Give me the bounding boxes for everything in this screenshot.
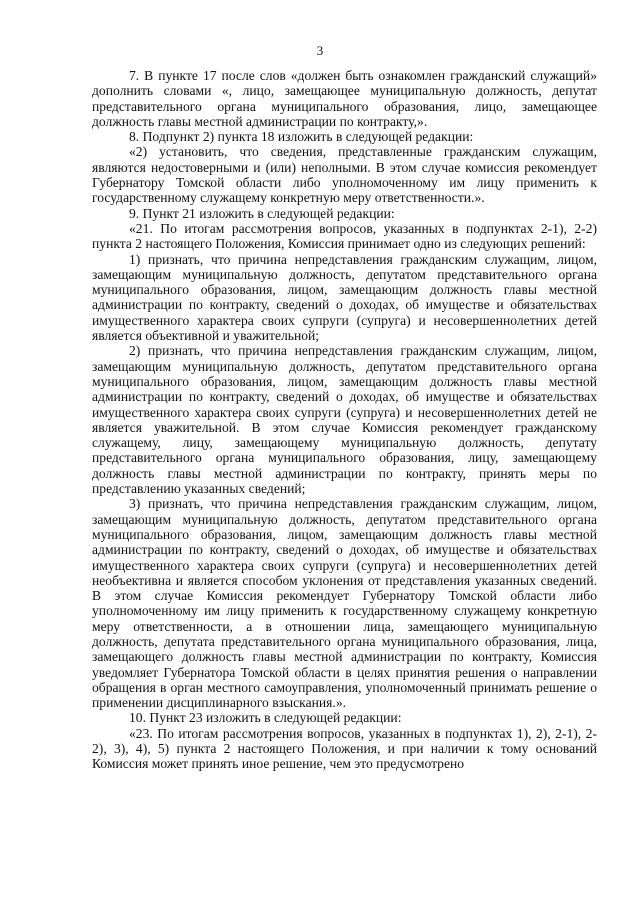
subitem-3: 3) признать, что причина непредставления гражданским служащим, лицом, замещающим муниципальную должность, депутатом представительного органа муниципального образования, лицом, замещающим должность главы местной администрации по контракту, сведений о доходах, об имуществе и обязательствах имущественного характера своих супруги (супруга) и несовершеннолетних детей необъективна и является способом уклонения от представления указанных сведений. В этом случае Комиссия рекомендует Губернатору Томской области либо уполномоченному им лицу применить к государственному служащему конкретную меру ответственности, а в отношении лица, замещающего муниципальную должность, депутата представительного органа муниципального образования, лица, замещающего должность главы местной администрации по контракту, Комиссия уведомляет Губернатора Томской области в целях принятия решения о направлении обращения в орган местного самоуправления, уполномоченный принимать решение о применении дисциплинарного взыскания.».: [92, 496, 597, 711]
paragraph-7: 7. В пункте 17 после слов «должен быть ознакомлен гражданский служащий» дополнить словами «, лицо, замещающее муниципальную должность, депутат представительного органа муниципального образования, лицо, замещающее должность главы местной администрации по контракту,».: [92, 68, 597, 129]
subitem-1: 1) признать, что причина непредставления гражданским служащим, лицом, замещающим муниципальную должность, депутатом представительного органа муниципального образования, лицом, замещающим должность главы местной администрации по контракту, сведений о доходах, об имуществе и обязательствах имущественного характера своих супруги (супруга) и несовершеннолетних детей является объективной и уважительной;: [92, 251, 597, 344]
paragraph-8-quote: «2) установить, что сведения, представленные гражданским служащим, являются недостоверными и (или) неполными. В этом случае комиссия рекомендует Губернатору Томской области либо уполномоченному им лицу применить к государственному служащему конкретную меру ответственности.».: [92, 144, 597, 206]
paragraph-10: 10. Пункт 23 изложить в следующей редакции:: [129, 710, 402, 726]
paragraph-9-quote: «21. По итогам рассмотрения вопросов, указанных в подпунктах 2-1), 2-2) пункта 2 настоящего Положения, Комиссия принимает одно из следующих решений:: [92, 220, 597, 252]
paragraph-8: 8. Подпункт 2) пункта 18 изложить в следующей редакции:: [129, 129, 474, 145]
paragraph-9: 9. Пункт 21 изложить в следующей редакции:: [129, 205, 395, 221]
document-body: [92, 68, 597, 772]
page-number: 3: [316, 43, 324, 58]
paragraph-10-quote: «23. По итогам рассмотрения вопросов, указанных в подпунктах 1), 2), 2-1), 2-2), 3), 4), 5) пункта 2 настоящего Положения, и при наличии к тому оснований Комиссия может принять иное решение, чем это предусмотрено: [92, 725, 597, 772]
subitem-2: 2) признать, что причина непредставления гражданским служащим, лицом, замещающим муниципальную должность, депутатом представительного органа муниципального образования, лицом, замещающим должность главы местной администрации по контракту, сведений о доходах, об имуществе и обязательствах имущественного характера своих супруги (супруга) и несовершеннолетних детей не является уважительной. В этом случае Комиссия рекомендует гражданскому служащему, лицу, замещающему муниципальную должность, депутату представительного органа муниципального образования, лицу, замещающему должность главы местной администрации по контракту, принять меры по представлению указанных сведений;: [92, 343, 597, 497]
